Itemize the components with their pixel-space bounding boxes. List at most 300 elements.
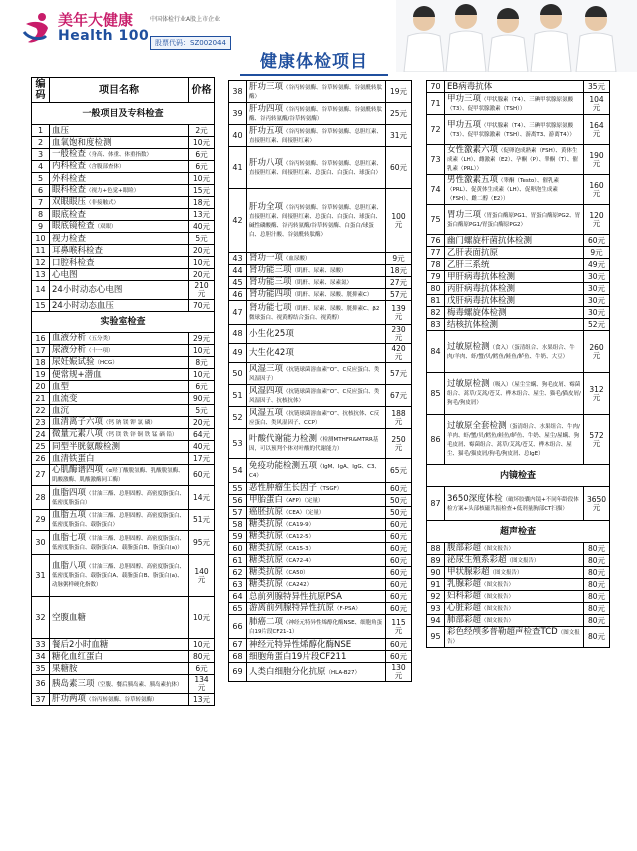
item-price: 67元: [386, 385, 412, 407]
item-detail: （CA72-4）: [283, 558, 315, 564]
item-title: 心肌酶谱四项: [52, 465, 104, 475]
item-price: 49元: [584, 259, 610, 271]
item-detail: （神经元特异性烯醇化酶NSE、细胞角蛋白19片段CF21-1）: [249, 619, 383, 635]
table-row: [32, 173, 215, 185]
item-title: 肺癌二项: [249, 616, 284, 627]
item-title: 血液分析: [52, 333, 87, 343]
item-name: [247, 344, 386, 363]
item-name: [445, 307, 584, 319]
item-title: 外科检查: [52, 173, 87, 184]
table-row: [229, 277, 412, 289]
section-heading-row: [427, 521, 610, 543]
table-row: [229, 265, 412, 277]
table-row: [229, 603, 412, 615]
item-price: 5元: [189, 233, 215, 245]
item-title: 恶性肿瘤生长因子: [249, 483, 318, 493]
item-code: 75: [427, 205, 445, 235]
item-name: [445, 487, 584, 521]
item-price: 190元: [584, 145, 610, 175]
item-name: [50, 381, 189, 393]
item-price: 50元: [386, 507, 412, 519]
item-price: 130元: [386, 663, 412, 682]
item-name: [247, 429, 386, 459]
item-code: 47: [229, 301, 247, 325]
item-title: 肾功能七项: [249, 302, 292, 313]
item-price: 57元: [386, 289, 412, 301]
item-code: 95: [427, 627, 445, 648]
item-title: 妇科彩超: [447, 591, 482, 601]
item-code: 73: [427, 145, 445, 175]
item-code: 45: [229, 277, 247, 289]
item-code: 93: [427, 603, 445, 615]
table-row: [32, 429, 215, 441]
item-detail: （促卵泡成熟素（FSH）、黄体生成素（LH）、雌激素（E2）、孕酮（P）、睾酮（T）、催乳素（PRL））: [447, 148, 578, 172]
item-name: [247, 81, 386, 103]
item-code: 34: [32, 651, 50, 663]
item-price: 6元: [189, 149, 215, 161]
item-code: 23: [32, 417, 50, 429]
item-name: [445, 271, 584, 283]
item-detail: （吸入）（屋尘尘螨、狗毛皮屑、霉菌组合、蒿草/艾蒿/苍艾、桦木组合、屋尘、猫毛/猫皮屑/狗毛/狗皮屑）: [447, 382, 581, 406]
item-code: 15: [32, 300, 50, 312]
item-code: 82: [427, 307, 445, 319]
item-name: [50, 185, 189, 197]
item-detail: （图文报告）: [481, 606, 515, 612]
item-code: 53: [229, 429, 247, 459]
item-code: 16: [32, 333, 50, 345]
item-name: [247, 459, 386, 483]
item-name: [445, 115, 584, 145]
item-code: 26: [32, 453, 50, 465]
table-row: [229, 81, 412, 103]
item-code: 49: [229, 344, 247, 363]
item-price: 10元: [189, 639, 215, 651]
item-title: 肾功一项: [249, 253, 284, 263]
item-code: 3: [32, 149, 50, 161]
page-title: 健康体检项目: [240, 50, 388, 76]
item-code: 55: [229, 483, 247, 495]
item-name: [247, 385, 386, 407]
item-code: 10: [32, 233, 50, 245]
section-heading: 实验室检查: [32, 312, 215, 333]
table-row: [229, 103, 412, 125]
item-code: 80: [427, 283, 445, 295]
table-row: [427, 235, 610, 247]
item-price: 90元: [189, 393, 215, 405]
item-title: 一般检查: [52, 149, 87, 159]
section-heading: 内镜检查: [427, 465, 610, 487]
item-name: [247, 615, 386, 639]
table-row: [229, 253, 412, 265]
item-detail: （谷丙转氨酶、谷草转氨酶、总胆红素、直接胆红素、间接胆红素、总蛋白、白蛋白、球蛋白）: [249, 160, 383, 176]
item-code: 38: [229, 81, 247, 103]
item-name: [247, 519, 386, 531]
item-name: [445, 567, 584, 579]
item-price: 250元: [386, 429, 412, 459]
table-row: [229, 289, 412, 301]
item-price: 60元: [386, 591, 412, 603]
item-detail: （睾酮（Testo）、催乳素（PRL）、促黄体生成素（LH）、促卵泡生成素（FSH）、雌二醇（E2））: [447, 178, 559, 202]
item-code: 56: [229, 495, 247, 507]
item-price: 60元: [386, 567, 412, 579]
table-row: [229, 325, 412, 344]
item-title: 甲功五项: [447, 119, 482, 130]
item-price: 139元: [386, 301, 412, 325]
item-code: 63: [229, 579, 247, 591]
item-name: [50, 197, 189, 209]
table-row: [427, 175, 610, 205]
item-name: [50, 694, 189, 706]
item-code: 2: [32, 137, 50, 149]
item-price: 31元: [386, 125, 412, 147]
item-title: 血流变: [52, 393, 78, 404]
table-row: [32, 233, 215, 245]
item-name: [445, 579, 584, 591]
table-row: [32, 486, 215, 510]
section-heading: 超声检查: [427, 521, 610, 543]
table-row: [32, 675, 215, 694]
table-header-row: [32, 78, 215, 103]
item-title: 果糖胺: [52, 663, 78, 674]
table-row: [427, 567, 610, 579]
item-title: 糖类抗原: [249, 555, 284, 565]
item-name: [445, 283, 584, 295]
item-title: 视力检查: [52, 233, 87, 244]
item-price: 50元: [386, 495, 412, 507]
item-name: [445, 627, 584, 648]
item-title: 乙肝三系统: [447, 259, 490, 270]
table-row: [229, 663, 412, 682]
table-row: [229, 429, 412, 459]
item-code: 65: [229, 603, 247, 615]
item-price: 8元: [189, 357, 215, 369]
table-row: [229, 555, 412, 567]
item-code: 51: [229, 385, 247, 407]
item-name: [247, 579, 386, 591]
table-row: [32, 369, 215, 381]
item-name: [445, 373, 584, 415]
item-title: 肝功八项: [249, 157, 284, 168]
item-code: 92: [427, 591, 445, 603]
item-price: 3650元: [584, 487, 610, 521]
item-detail: （CA242）: [283, 582, 313, 588]
item-name: [50, 393, 189, 405]
item-code: 52: [229, 407, 247, 429]
item-title: 大生化42项: [249, 348, 294, 358]
item-code: 33: [32, 639, 50, 651]
item-name: [445, 415, 584, 465]
item-detail: （肌酐、尿素、尿素氮）: [291, 280, 353, 286]
item-detail: （抗链球菌溶血素“O”、抗核抗体、C反应蛋白、类风湿因子、CCP）: [249, 410, 380, 426]
item-code: 14: [32, 281, 50, 300]
item-name: [50, 597, 189, 639]
item-price: 5元: [189, 405, 215, 417]
item-price: 188元: [386, 407, 412, 429]
table-row: [427, 319, 610, 331]
item-name: [50, 300, 189, 312]
item-price: 27元: [386, 277, 412, 289]
item-price: 60元: [386, 543, 412, 555]
item-price: 60元: [386, 555, 412, 567]
item-code: 8: [32, 209, 50, 221]
item-name: [50, 269, 189, 281]
item-name: [50, 555, 189, 597]
item-price: 115元: [386, 615, 412, 639]
item-name: [50, 453, 189, 465]
item-price: 29元: [189, 333, 215, 345]
item-title: 风湿五项: [249, 407, 284, 418]
item-title: 彩色经颅多普勒超声检查TCD: [447, 627, 558, 637]
item-title: 同型半胱氨酸检测: [52, 441, 121, 452]
item-code: 22: [32, 405, 50, 417]
page-header: [0, 0, 637, 56]
item-name: [50, 663, 189, 675]
item-detail: （F-PSA）: [334, 606, 361, 612]
item-price: 30元: [584, 295, 610, 307]
table-row: [427, 145, 610, 175]
item-code: 41: [229, 147, 247, 189]
item-title: 过敏原全套检测: [447, 420, 507, 431]
item-detail: （甘油三酯、总胆固醇、高密度脂蛋白、低密度脂蛋白、载脂蛋白A、载脂蛋白B、脂蛋白(a)、动脉粥样硬化指数）: [52, 564, 186, 588]
item-detail: （十一项）: [86, 348, 114, 354]
item-name: [50, 639, 189, 651]
item-code: 37: [32, 694, 50, 706]
item-title: 男性激素五项: [447, 175, 499, 185]
item-price: 18元: [189, 197, 215, 209]
item-price: 60元: [584, 235, 610, 247]
item-title: 乙肝表面抗原: [447, 247, 499, 258]
table-row: [229, 615, 412, 639]
item-code: 18: [32, 357, 50, 369]
table-row: [229, 591, 412, 603]
item-detail: （谷丙转氨酶、谷草转氨酶、谷氨酰转肽酶）: [249, 84, 383, 100]
table-row: [32, 381, 215, 393]
item-name: [247, 639, 386, 651]
item-detail: （甲状腺素（T4）、三碘甲状腺原氨酸（T3）、促甲状腺激素（TSH）、游离T3、游离T4））: [447, 122, 575, 138]
item-title: 肝功全项: [249, 201, 284, 212]
table-row: [32, 510, 215, 531]
item-title: 腹部彩超: [447, 543, 482, 553]
item-title: 过敏原检测: [447, 379, 490, 389]
table-row: [32, 357, 215, 369]
item-code: 58: [229, 519, 247, 531]
item-code: 17: [32, 345, 50, 357]
item-detail: （肌酐、尿素、尿酸、胱抑素C）: [291, 292, 373, 298]
item-name: [50, 651, 189, 663]
item-title: 糖类抗原: [249, 519, 284, 529]
item-price: 80元: [584, 591, 610, 603]
item-title: 糖类抗原: [249, 531, 284, 541]
item-detail: （抗链球菌溶血素“O”、C反应蛋白、类风湿因子、抗核抗体）: [249, 388, 380, 404]
table-row: [32, 125, 215, 137]
item-price: 134元: [189, 675, 215, 694]
table-row: [427, 415, 610, 465]
item-price: 210元: [189, 281, 215, 300]
item-title: 心电图: [52, 269, 78, 280]
item-price: 65元: [386, 459, 412, 483]
table-row: [32, 269, 215, 281]
table-row: [32, 663, 215, 675]
item-code: 68: [229, 651, 247, 663]
item-price: 25元: [386, 103, 412, 125]
item-title: 血压: [52, 125, 70, 136]
item-price: 160元: [584, 175, 610, 205]
item-name: [445, 247, 584, 259]
item-code: 36: [32, 675, 50, 694]
item-price: 60元: [386, 531, 412, 543]
item-title: 小生化25项: [249, 329, 294, 339]
item-name: [50, 125, 189, 137]
table-row: [32, 453, 215, 465]
item-price: 6元: [189, 381, 215, 393]
item-name: [247, 253, 386, 265]
item-title: 空腹血糖: [52, 612, 87, 623]
item-price: 80元: [189, 651, 215, 663]
item-code: 21: [32, 393, 50, 405]
item-detail: （非接触式）: [86, 200, 120, 206]
item-code: 39: [229, 103, 247, 125]
table-row: [32, 149, 215, 161]
item-code: 74: [427, 175, 445, 205]
item-name: [247, 407, 386, 429]
item-price: 10元: [189, 369, 215, 381]
table-row: [229, 147, 412, 189]
item-title: 结核抗体检测: [447, 319, 499, 330]
item-code: 27: [32, 465, 50, 486]
item-title: 幽门螺旋杆菌抗体检测: [447, 235, 533, 246]
item-detail: （α羟丁酸脱氢酶、乳酸脱氢酶、肌酸激酶、肌酸激酶同工酶）: [52, 468, 184, 483]
item-code: 88: [427, 543, 445, 555]
item-detail: （HCG）: [94, 360, 118, 366]
item-price: 52元: [584, 319, 610, 331]
item-name: [445, 145, 584, 175]
item-detail: （图文报告）: [481, 582, 515, 588]
table-row: [32, 531, 215, 555]
item-detail: （AFP）（定量）: [283, 498, 324, 504]
item-name: [247, 507, 386, 519]
table-row: [32, 441, 215, 453]
item-code: 43: [229, 253, 247, 265]
item-name: [247, 483, 386, 495]
item-title: 便常规+潜血: [52, 369, 102, 380]
item-title: 心脏彩超: [447, 603, 482, 613]
item-title: 肾功能三项: [249, 265, 292, 275]
section-heading-row: [32, 312, 215, 333]
item-name: [50, 675, 189, 694]
item-price: 17元: [189, 453, 215, 465]
item-name: [247, 495, 386, 507]
table-row: [32, 651, 215, 663]
table-row: [427, 307, 610, 319]
item-detail: （破坏胶囊内镜+不同年龄段体检方案+头部核磁共振检查+低剂量胸部CT扫描）: [447, 496, 579, 512]
item-code: 91: [427, 579, 445, 591]
price-table-column-3: [426, 80, 610, 648]
item-title: 细胞角蛋白19片段CF211: [249, 651, 347, 662]
item-code: 5: [32, 173, 50, 185]
item-detail: （甲状腺素（T4）、三碘甲状腺原氨酸（T3）、促甲状腺激素（TSH））: [447, 96, 574, 112]
item-price: 10元: [189, 257, 215, 269]
item-code: 40: [229, 125, 247, 147]
item-price: 20元: [189, 245, 215, 257]
item-code: 83: [427, 319, 445, 331]
price-table-column-1: [31, 77, 215, 706]
item-price: 80元: [584, 603, 610, 615]
table-row: [229, 301, 412, 325]
table-row: [32, 639, 215, 651]
item-name: [50, 405, 189, 417]
item-price: 18元: [386, 265, 412, 277]
item-title: 餐后2小时血糖: [52, 639, 109, 650]
item-title: 糖类抗原: [249, 579, 284, 589]
item-detail: （蛋清组合、水果组合、牛肉/羊肉、虾/蟹/贝/鳕鱼/鲑鱼/鲈鱼、牛奶、屋尘/屋螨、狗毛皮屑、霉菌组合、蒿草/艾蒿/苍艾、桦木组合、屋尘、猫毛/猫皮屑/狗毛/狗皮屑、总IgE）: [447, 423, 580, 457]
item-code: 60: [229, 543, 247, 555]
table-row: [427, 259, 610, 271]
item-title: 甲状腺彩超: [447, 567, 490, 577]
item-title: 糖类抗原: [249, 543, 284, 553]
item-detail: （CA15-3）: [283, 546, 315, 552]
item-price: 51元: [189, 510, 215, 531]
item-detail: （钙 镁 铁 锌 铜 铁 锰 硒 铅）: [103, 432, 178, 438]
item-title: 尿液分析: [52, 345, 87, 355]
item-price: 10元: [189, 345, 215, 357]
item-title: 总前列腺特异性抗原PSA: [249, 591, 342, 602]
item-code: 77: [427, 247, 445, 259]
table-row: [229, 495, 412, 507]
item-title: 内科检查: [52, 161, 87, 171]
item-title: 血脂四项: [52, 487, 87, 498]
item-title: 肾功能三项: [249, 277, 292, 287]
item-code: 71: [427, 93, 445, 115]
item-title: 叶酸代谢能力检测: [249, 433, 318, 444]
item-detail: （抗链球菌溶血素“O”、C反应蛋白、类风湿因子）: [249, 366, 380, 382]
item-name: [50, 137, 189, 149]
table-row: [32, 465, 215, 486]
table-row: [32, 209, 215, 221]
table-row: [427, 295, 610, 307]
item-code: 62: [229, 567, 247, 579]
item-name: [247, 125, 386, 147]
item-title: 眼底检查: [52, 209, 87, 220]
item-title: 肺部彩超: [447, 615, 482, 625]
item-detail: （含腹部查体）: [86, 164, 125, 170]
item-price: 30元: [584, 283, 610, 295]
item-title: 甲功三项: [447, 93, 482, 104]
item-title: 尿妊娠试验: [52, 357, 95, 367]
brand-tagline: 中国体检行业A股上市企业: [150, 16, 221, 23]
item-name: [50, 357, 189, 369]
item-title: 肝功两项: [52, 694, 87, 704]
item-code: 57: [229, 507, 247, 519]
item-name: [50, 333, 189, 345]
table-row: [427, 591, 610, 603]
table-row: [32, 185, 215, 197]
item-title: 糖化血红蛋白: [52, 651, 104, 662]
item-title: 甲胎蛋白: [249, 495, 284, 505]
item-detail: （钙 钠 镁 钾 氯 磷）: [103, 420, 156, 426]
table-row: [427, 81, 610, 93]
item-title: 乳腺彩超: [447, 579, 482, 589]
item-name: [445, 591, 584, 603]
item-price: 80元: [584, 615, 610, 627]
item-name: [445, 615, 584, 627]
item-detail: （IgM、IgA、IgG、C3、C4）: [249, 463, 380, 479]
item-code: 87: [427, 487, 445, 521]
item-price: 64元: [189, 429, 215, 441]
item-price: 40元: [189, 221, 215, 233]
item-name: [445, 603, 584, 615]
table-row: [229, 567, 412, 579]
item-code: 31: [32, 555, 50, 597]
